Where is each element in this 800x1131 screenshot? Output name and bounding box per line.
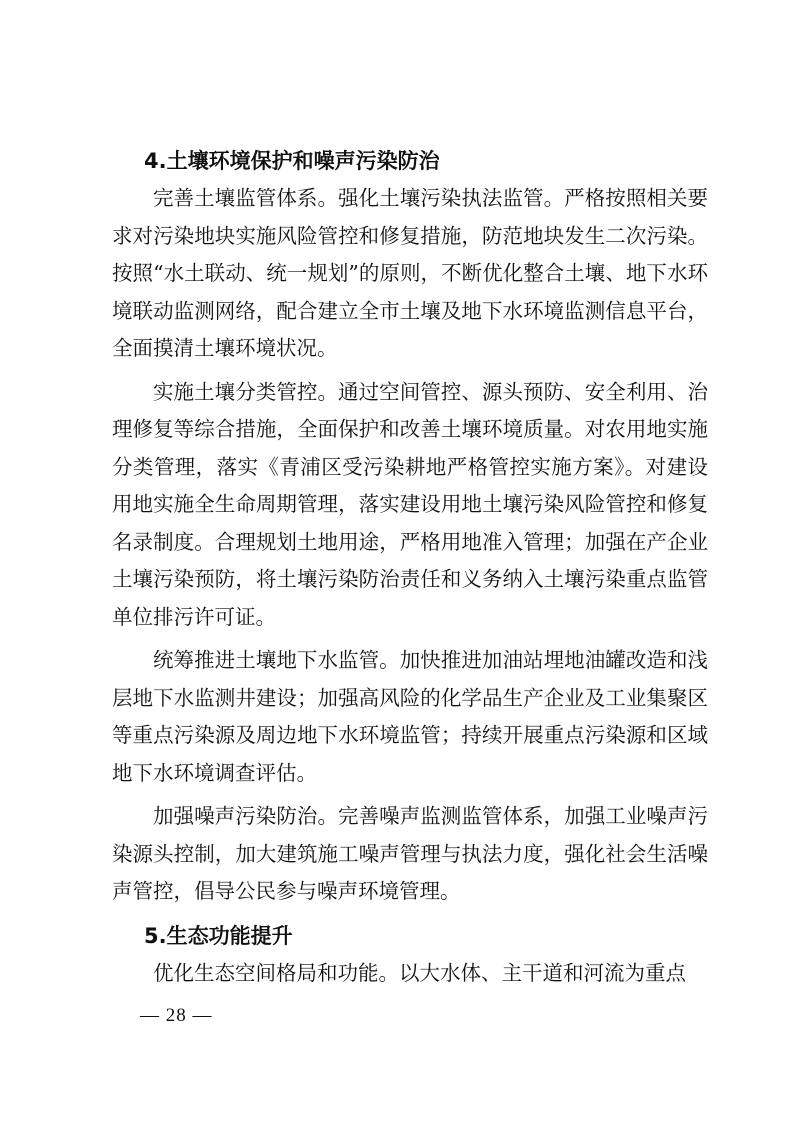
section-4-paragraph-1: 完善土壤监管体系。强化土壤污染执法监管。严格按照相关要求对污染地块实施风险管控和修复措施，防范地块发生二次污染。按照“水土联动、统一规划”的原则，不断优化整合土壤、地下水环境联动监测网络，配合建立全市土壤及地下水环境监测信息平台，全面摸清土壤环境状况。 bbox=[112, 186, 708, 360]
section-4-heading: 4.土壤环境保护和噪声污染防治 bbox=[144, 149, 440, 173]
section-4-paragraph-2: 实施土壤分类管控。通过空间管控、源头预防、安全利用、治理修复等综合措施，全面保护和改善土壤环境质量。对农用地实施分类管理，落实《青浦区受污染耕地严格管控实施方案》。对建设用地实施全生命周期管理，落实建设用地土壤污染风险管控和修复名录制度。合理规划土地用途，严格用地准入管理；加强在产企业土壤污染预防，将土壤污染防治责任和义务纳入土壤污染重点监管单位排污许可证。 bbox=[112, 379, 708, 629]
section-4-paragraph-4: 加强噪声污染防治。完善噪声监测监管体系，加强工业噪声污染源头控制，加大建筑施工噪声管理与执法力度，强化社会生活噪声管控，倡导公民参与噪声环境管理。 bbox=[112, 804, 708, 903]
section-5-heading: 5.生态功能提升 bbox=[144, 923, 293, 948]
section-4-paragraph-3: 统筹推进土壤地下水监管。加快推进加油站埋地油罐改造和浅层地下水监测井建设；加强高风险的化学品生产企业及工业集聚区等重点污染源及周边地下水环境监管；持续开展重点污染源和区域地下水环境调查评估。 bbox=[112, 648, 708, 785]
page-content bbox=[112, 142, 708, 998]
page-number: — 28 — bbox=[140, 1005, 213, 1026]
section-5-paragraph-1: 优化生态空间格局和功能。以大水体、主干道和河流为重点 bbox=[153, 960, 686, 985]
